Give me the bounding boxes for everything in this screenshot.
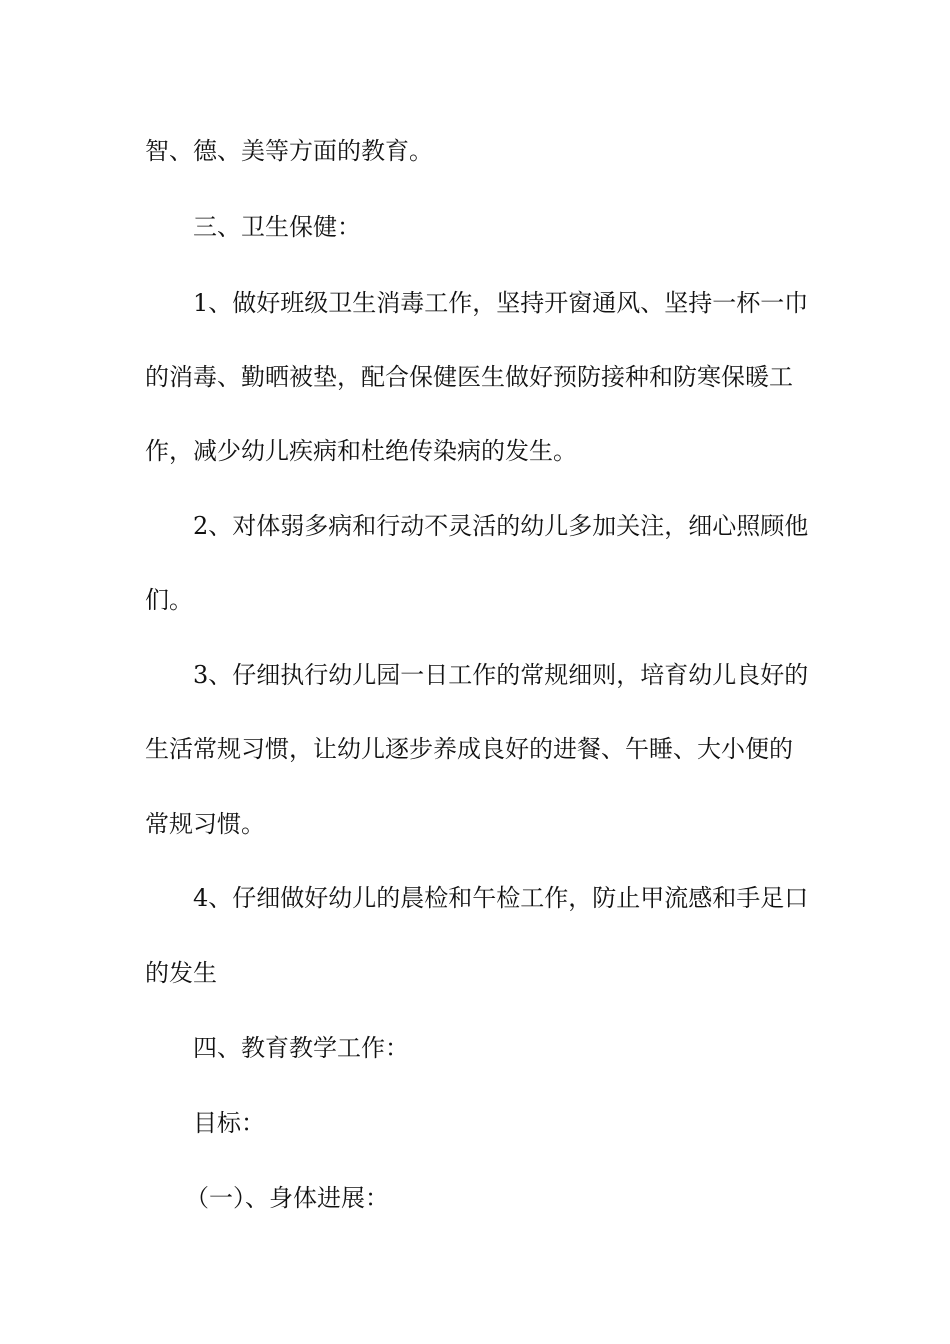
list-item-2-line-1: 2、对体弱多病和行动不灵活的幼儿多加关注，细心照顾他 — [193, 512, 809, 540]
list-item-1-line-2: 的消毒、勤晒被垫，配合保健医生做好预防接种和防寒保暖工 — [145, 363, 793, 391]
text-line: 智、德、美等方面的教育。 — [145, 137, 433, 165]
list-item-2-line-2: 们。 — [145, 586, 193, 614]
goal-label: 目标： — [193, 1109, 265, 1137]
section-heading-teaching: 四、教育教学工作： — [193, 1034, 409, 1062]
list-item-1-line-3: 作，减少幼儿疾病和杜绝传染病的发生。 — [145, 437, 577, 465]
list-item-1-line-1: 1、做好班级卫生消毒工作，坚持开窗通风、坚持一杯一巾 — [193, 289, 809, 317]
list-item-3-line-2: 生活常规习惯，让幼儿逐步养成良好的进餐、午睡、大小便的 — [145, 735, 793, 763]
list-item-3-line-1: 3、仔细执行幼儿园一日工作的常规细则，培育幼儿良好的 — [193, 661, 809, 689]
list-item-4-line-2: 的发生 — [145, 959, 217, 987]
list-item-4-line-1: 4、仔细做好幼儿的晨检和午检工作，防止甲流感和手足口 — [193, 884, 809, 912]
section-heading-hygiene: 三、卫生保健： — [193, 213, 361, 241]
subsection-heading-physical: （一）、身体进展： — [185, 1184, 389, 1212]
list-item-3-line-3: 常规习惯。 — [145, 810, 265, 838]
